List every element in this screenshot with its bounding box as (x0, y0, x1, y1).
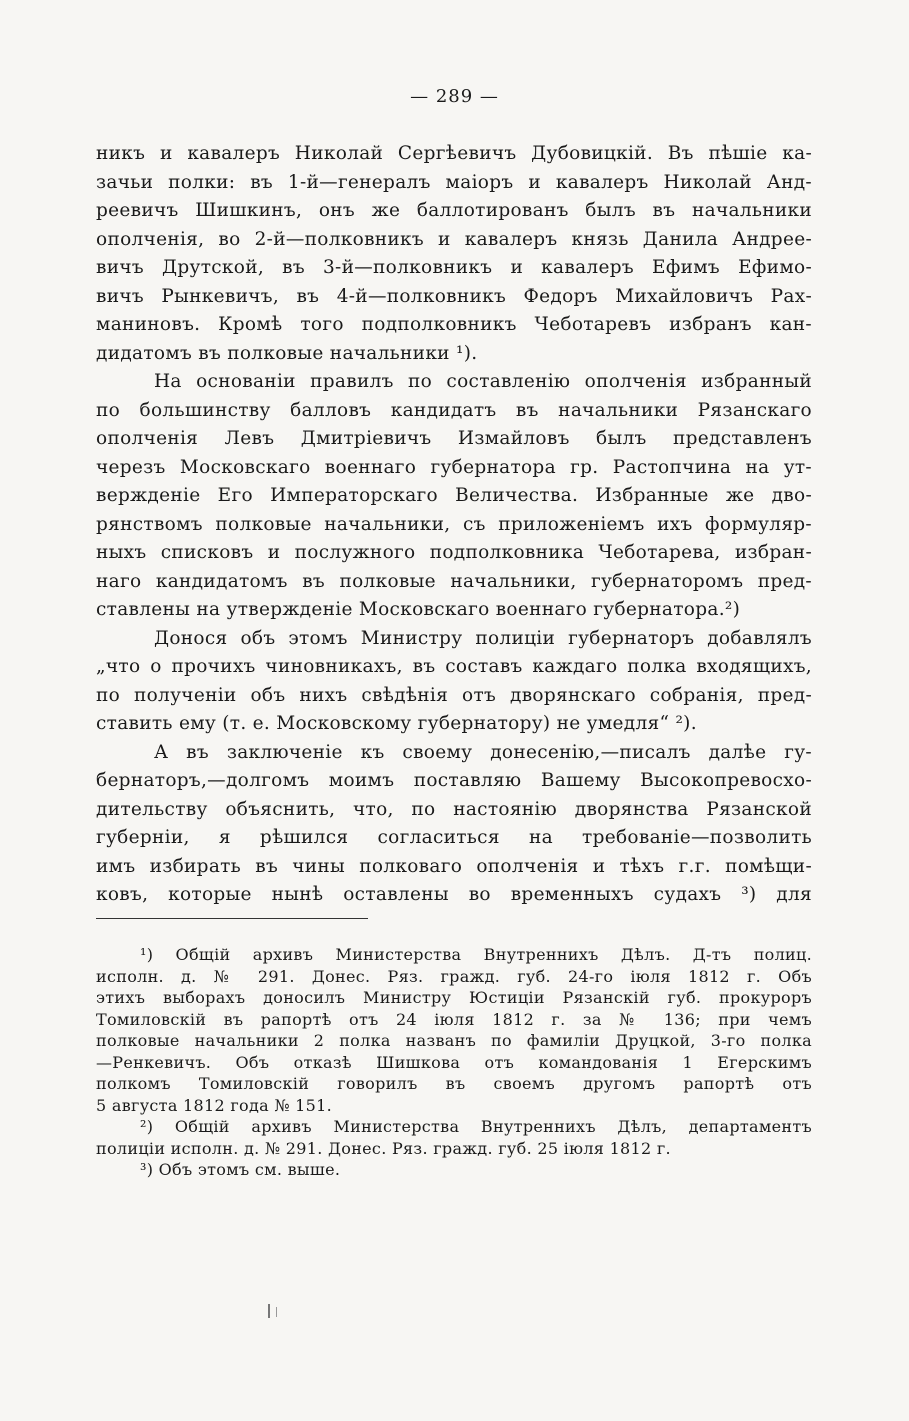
print-speck (276, 1307, 277, 1317)
text-line: никъ и кавалеръ Николай Сергѣевичъ Дубовицкій. Въ пѣшіе ка- (96, 143, 812, 164)
main-text (96, 140, 812, 910)
text-line: На основаніи правилъ по составленію ополченія избранный (154, 371, 812, 392)
text-line: дидатомъ въ полковые начальники ¹). (96, 342, 478, 364)
text-line: наго кандидатомъ въ полковые начальники, губернаторомъ пред- (96, 570, 812, 592)
text-line: по большинству балловъ кандидатъ въ начальники Рязанскаго (96, 399, 812, 421)
text-line: ставить ему (т. е. Московскому губернатору) не умедля“ ²). (96, 713, 697, 734)
text-line: А въ заключеніе къ своему донесенію,—писалъ далѣе гу- (154, 741, 812, 763)
text-line: бернаторъ,—долгомъ моимъ поставляю Вашему Высокопревосхо- (96, 770, 812, 791)
text-line: „что о прочихъ чиновникахъ, въ составъ каждаго полка входящихъ, (96, 656, 812, 677)
footnote-line: ²) Общій архивъ Министерства Внутреннихъ Дѣлъ, департаментъ (140, 1117, 812, 1136)
footnote-line: полковые начальники 2 полка названъ по фамиліи Друцкой, 3-го полка (96, 1031, 812, 1050)
print-speck (268, 1304, 270, 1318)
page-number: — 289 — (410, 86, 499, 107)
footnote-line: полкомъ Томиловскій говорилъ въ своемъ другомъ рапортѣ отъ (96, 1074, 812, 1093)
footnote-line: исполн. д. № 291. Донес. Ряз. гражд. губ. 24-го іюля 1812 г. Объ (96, 966, 812, 986)
footnote-divider (96, 918, 368, 919)
footnote-line: полиціи исполн. д. № 291. Донес. Ряз. гражд. губ. 25 іюля 1812 г. (96, 1138, 671, 1158)
text-line: имъ избирать въ чины полковаго ополченія и тѣхъ г.г. помѣщи- (96, 855, 812, 877)
text-line: вержденіе Его Императорскаго Величества. Избранные же дво- (96, 485, 812, 506)
text-line: рянствомъ полковые начальники, съ приложеніемъ ихъ формуляр- (96, 513, 812, 535)
footnote-line: ³) Объ этомъ см. выше. (140, 1160, 341, 1179)
footnotes (96, 944, 812, 1181)
text-line: ополченія Левъ Дмитріевичъ Измайловъ былъ представленъ (96, 428, 812, 449)
text-line: ковъ, которые нынѣ оставлены во временныхъ судахъ ³) для (96, 884, 812, 905)
footnote-line: этихъ выборахъ доносилъ Министру Юстиціи Рязанскій губ. прокуроръ (96, 988, 812, 1007)
text-line: дительству объяснить, что, по настоянію дворянства Рязанской (96, 798, 812, 820)
text-line: вичъ Рынкевичъ, въ 4-й—полковникъ Федоръ Михайловичъ Рах- (96, 285, 812, 307)
text-line: по полученіи объ нихъ свѣдѣнія отъ дворянскаго собранія, пред- (96, 684, 812, 706)
text-line: ставлены на утвержденіе Московскаго военнаго губернатора.²) (96, 599, 741, 620)
text-line: черезъ Московскаго военнаго губернатора гр. Растопчина на ут- (96, 456, 812, 478)
text-line: зачьи полки: въ 1-й—генералъ маіоръ и кавалеръ Николай Анд- (96, 171, 812, 193)
text-line: ныхъ списковъ и послужного подполковника Чеботарева, избран- (96, 542, 812, 563)
text-line: маниновъ. Кромѣ того подполковникъ Чеботаревъ избранъ кан- (96, 314, 812, 335)
text-line: губерніи, я рѣшился согласиться на требованіе—позволить (96, 827, 812, 848)
text-line: ополченія, во 2-й—полковникъ и кавалеръ князь Данила Андрее- (96, 228, 812, 250)
text-line: реевичъ Шишкинъ, онъ же баллотированъ былъ въ начальники (96, 200, 812, 221)
footnote-line: ¹) Общій архивъ Министерства Внутреннихъ Дѣлъ. Д-тъ полиц. (140, 945, 812, 964)
text-line: Донося объ этомъ Министру полиціи губернаторъ добавлялъ (154, 627, 812, 649)
text-line: вичъ Друтской, въ 3-й—полковникъ и кавалеръ Ефимъ Ефимо- (96, 257, 812, 278)
footnote-line: 5 августа 1812 года № 151. (96, 1095, 332, 1115)
footnote-line: —Ренкевичъ. Объ отказѣ Шишкова отъ командованія 1 Егерскимъ (96, 1052, 812, 1072)
footnote-line: Томиловскій въ рапортѣ отъ 24 іюля 1812 г. за № 136; при чемъ (96, 1009, 812, 1029)
